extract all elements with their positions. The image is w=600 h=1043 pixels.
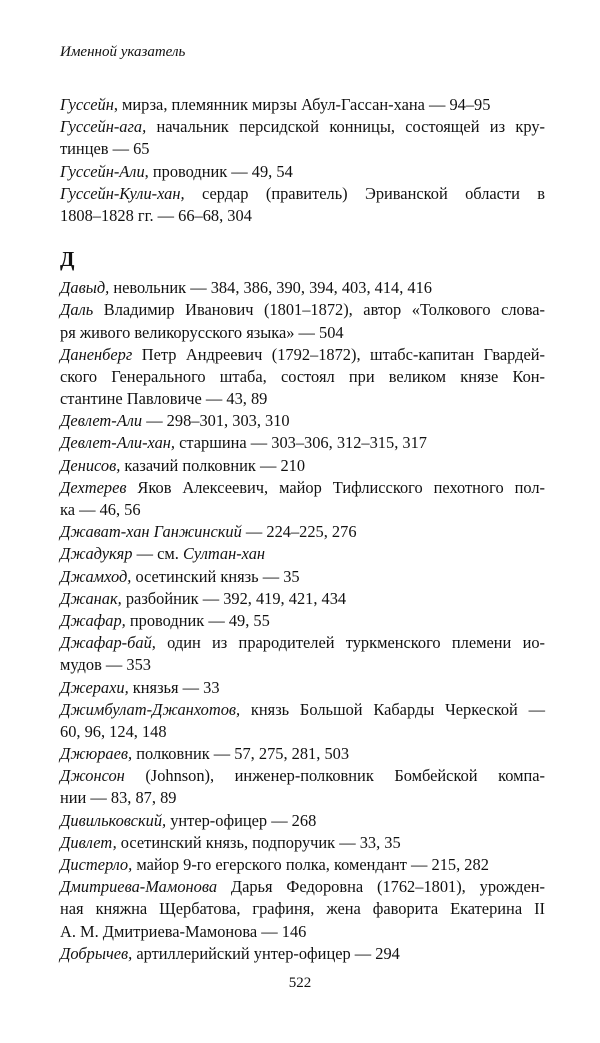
index-line xyxy=(60,477,545,499)
index-line xyxy=(60,699,545,721)
index-entries xyxy=(60,94,545,965)
entry-text: Дарья Федоровна (1762–1801), урожден- xyxy=(217,877,545,897)
entry-text: артиллерийский унтер-офицер — 294 xyxy=(132,943,400,963)
index-line xyxy=(60,632,545,654)
entry-text: 60, 96, 124, 148 xyxy=(60,721,167,741)
page-number: 522 xyxy=(288,975,312,991)
section-gap xyxy=(60,227,545,241)
index-line xyxy=(60,432,545,454)
entry-text: разбойник — 392, 419, 421, 434 xyxy=(121,588,347,608)
entry-text: — см. xyxy=(132,544,183,564)
entry-name: Джерахи, xyxy=(60,677,129,697)
entry-name: Джафар-бай, xyxy=(60,633,156,653)
index-line xyxy=(60,322,545,344)
index-line xyxy=(60,810,545,832)
entry-name: Девлет-Али-хан, xyxy=(60,433,176,453)
entry-text: , мирза, племянник мирзы Абул-Гассан-хана — 94–95 xyxy=(113,95,491,114)
entry-text: нии — 83, 87, 89 xyxy=(60,788,177,808)
entry-text: казачий полковник — 210 xyxy=(120,455,306,475)
index-line xyxy=(60,521,545,543)
entry-crossref: Султан-хан xyxy=(182,544,266,564)
index-line xyxy=(60,161,545,183)
entry-name: Джюраев, xyxy=(60,744,133,764)
index-line xyxy=(60,610,545,632)
index-line xyxy=(60,677,545,699)
entry-text: Петр Андреевич (1792–1872), штабс-капитан Гвардей- xyxy=(132,344,545,364)
entry-name: Добрычев, xyxy=(60,943,133,963)
entry-name: Давыд, xyxy=(60,278,110,298)
entry-name: Гуссейн-Кули-хан, xyxy=(60,183,185,203)
entry-name: Дистерло, xyxy=(60,855,133,874)
entry-text: проводник — 49, 55 xyxy=(125,610,270,630)
index-line xyxy=(60,277,545,299)
entry-text: Яков Алексеевич, майор Тифлисского пехотного пол- xyxy=(126,477,545,497)
entry-name: Денисов, xyxy=(60,455,121,475)
entry-text: 1808–1828 гг. — 66–68, 304 xyxy=(60,205,252,225)
entry-text: князь Большой Кабарды Черкеской — xyxy=(240,699,545,719)
entry-text: князья — 33 xyxy=(128,677,220,697)
entry-name: Гуссейн-Али xyxy=(60,161,145,181)
index-line xyxy=(60,366,545,388)
entry-text: тинцев — 65 xyxy=(60,139,150,159)
index-line xyxy=(60,588,545,610)
entry-text: ка — 46, 56 xyxy=(60,500,141,519)
entry-name: Гуссейн xyxy=(60,95,114,114)
entry-text: стантине Павловиче — 43, 89 xyxy=(60,389,268,409)
entry-name: Джамход, xyxy=(60,566,132,586)
index-line xyxy=(60,388,545,410)
index-line xyxy=(60,787,545,809)
index-line xyxy=(60,721,545,743)
entry-name: Даненберг xyxy=(60,344,133,364)
entry-text: Владимир Иванович (1801–1872), автор «Толкового слова- xyxy=(93,300,545,320)
entry-text: полковник — 57, 275, 281, 503 xyxy=(132,744,350,764)
entry-name: Джафар, xyxy=(60,610,126,630)
entry-text: майор 9-го егерского полка, комендант — 215, 282 xyxy=(132,855,489,874)
entry-text: начальник персидской конницы, состоящей из кру- xyxy=(146,117,545,137)
entry-text: старшина — 303–306, 312–315, 317 xyxy=(175,433,427,453)
entry-text: осетинский князь, подпоручик — 33, 35 xyxy=(116,832,401,852)
entry-text: унтер-офицер — 268 xyxy=(166,810,317,830)
index-line xyxy=(60,116,545,138)
entry-name: Дивильковский, xyxy=(60,810,167,830)
index-line xyxy=(60,743,545,765)
entry-name: Девлет-Али xyxy=(60,411,143,431)
entry-name: Даль xyxy=(60,300,94,320)
index-line xyxy=(60,94,545,116)
index-line xyxy=(60,543,545,565)
index-line xyxy=(60,654,545,676)
entry-text: ря живого великорусского языка» — 504 xyxy=(60,322,344,342)
entry-text: , проводник — 49, 54 xyxy=(144,161,293,181)
entry-name: Дехтерев xyxy=(60,477,127,497)
index-line xyxy=(60,943,545,965)
entry-name: Дмитриева-Мамонова xyxy=(60,877,218,897)
entry-text: мудов — 353 xyxy=(60,655,151,675)
index-line xyxy=(60,138,545,160)
index-line xyxy=(60,921,545,943)
index-line xyxy=(60,876,545,898)
section-letter: Д xyxy=(60,247,75,272)
running-header: Именной указатель xyxy=(60,44,186,60)
entry-text: один из прародителей туркменского племени ио- xyxy=(155,633,545,653)
entry-text: невольник — 384, 386, 390, 394, 403, 414, 416 xyxy=(109,278,433,298)
index-line xyxy=(60,455,545,477)
index-line xyxy=(60,765,545,787)
entry-text: ского Генерального штаба, состоял при великом князе Кон- xyxy=(60,366,545,386)
entry-text: — 224–225, 276 xyxy=(241,522,357,542)
index-line xyxy=(60,499,545,521)
entry-name: Джонсон xyxy=(60,766,125,786)
index-line xyxy=(60,344,545,366)
entry-text: осетинский князь — 35 xyxy=(131,566,300,586)
entry-text: ная княжна Щербатова, графиня, жена фаворита Екатерина II xyxy=(60,899,545,919)
index-line xyxy=(60,832,545,854)
entry-name: Джимбулат-Джанхотов, xyxy=(60,699,241,719)
entry-name: Джават-хан Ганжинский xyxy=(60,522,242,542)
entry-text: А. М. Дмитриева-Мамонова — 146 xyxy=(60,921,307,941)
entry-name: Джанак, xyxy=(60,588,122,608)
entry-text: — 298–301, 303, 310 xyxy=(142,411,290,431)
index-line xyxy=(60,299,545,321)
entry-name: Гуссейн-ага, xyxy=(60,117,147,137)
index-line xyxy=(60,410,545,432)
index-line xyxy=(60,183,545,205)
entry-text: (Johnson), инженер-полковник Бомбейской компа- xyxy=(124,766,545,786)
index-line xyxy=(60,205,545,227)
entry-name: Джадукяр xyxy=(60,544,133,564)
entry-text: сердар (правитель) Эриванской области в xyxy=(184,183,545,203)
entry-name: Дивлет, xyxy=(60,832,117,852)
index-line xyxy=(60,898,545,920)
index-line xyxy=(60,566,545,588)
index-line xyxy=(60,854,545,876)
